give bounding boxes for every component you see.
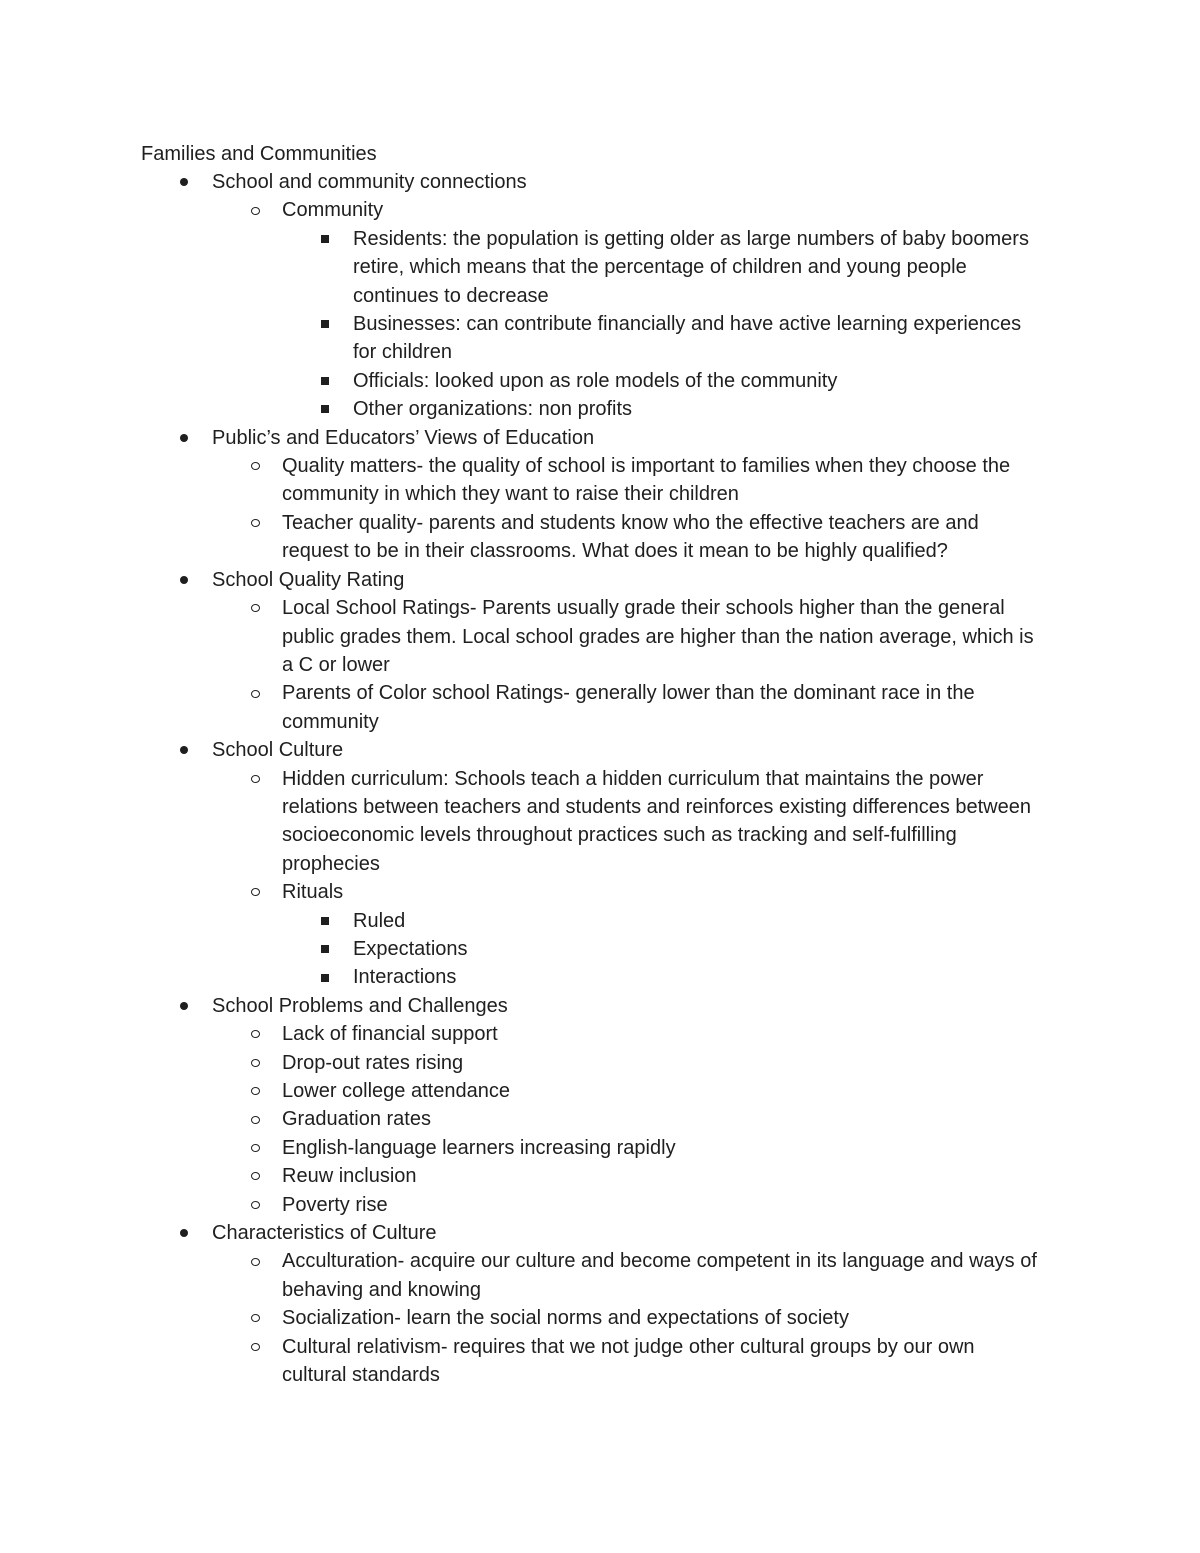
square-bullet-icon [318, 935, 332, 963]
list-item-text: Reuw inclusion [282, 1165, 417, 1188]
list-item-level-3 [0, 367, 1043, 395]
list-item-level-3 [0, 935, 1043, 963]
filled-circle-bullet-icon [177, 424, 191, 452]
hollow-circle-bullet-icon [248, 196, 262, 224]
hollow-circle-bullet-icon [248, 1191, 262, 1219]
square-bullet-icon [318, 963, 332, 991]
list-item-level-1 [0, 736, 1042, 764]
list-item-text: Lower college attendance [282, 1080, 510, 1102]
hollow-circle-bullet-icon [248, 509, 262, 537]
hollow-circle-bullet-icon [248, 1049, 262, 1077]
square-bullet-icon [318, 395, 332, 423]
list-item-text: Public’s and Educators’ Views of Education [212, 426, 595, 449]
filled-circle-bullet-icon [177, 1219, 191, 1247]
hollow-circle-bullet-icon [248, 1304, 262, 1332]
hollow-circle-bullet-icon [248, 452, 262, 480]
hollow-circle-bullet-icon [248, 679, 262, 707]
list-item-level-2 [0, 1020, 1042, 1048]
filled-circle-bullet-icon [177, 566, 191, 594]
list-item-text: Quality matters- the quality of school is important to families when they choose the community in which they want to raise their children [282, 455, 1011, 506]
hollow-circle-bullet-icon [248, 1162, 262, 1190]
filled-circle-bullet-icon [177, 992, 191, 1020]
list-item-text: School Problems and Challenges [212, 994, 508, 1017]
hollow-circle-bullet-icon [248, 1077, 262, 1105]
list-item-level-2 [0, 1191, 1042, 1219]
list-item-level-3 [0, 907, 1043, 935]
list-item-text: English-language learners increasing rapidly [282, 1136, 676, 1159]
list-item-text: Socialization- learn the social norms and expectations of society [282, 1307, 849, 1330]
list-item-text: Rituals [282, 881, 344, 904]
hollow-circle-bullet-icon [248, 1333, 262, 1361]
square-bullet-icon [318, 367, 332, 395]
list-item-level-2 [0, 1162, 1042, 1190]
list-item-level-1 [0, 168, 1042, 196]
list-item-text: Local School Ratings- Parents usually grade their schools higher than the general public grades them. Local school grades are higher than the nation average, which is a C or lower [282, 597, 1034, 676]
list-item-level-3 [0, 225, 1043, 310]
list-item-text: School Quality Rating [212, 568, 405, 591]
list-item-text: School Culture [212, 739, 344, 762]
outline-list [0, 168, 1200, 1389]
square-bullet-icon [318, 310, 332, 338]
list-item-level-1 [0, 992, 1042, 1020]
list-item-level-2 [0, 196, 1042, 224]
list-item-level-1 [0, 1219, 1042, 1247]
list-item-level-2 [0, 594, 1042, 679]
list-item-level-2 [0, 452, 1042, 509]
list-item-level-2 [0, 1134, 1042, 1162]
list-item-text: Businesses: can contribute financially and have active learning experiences for children [353, 313, 1022, 364]
list-item-level-2 [0, 878, 1042, 906]
filled-circle-bullet-icon [177, 168, 191, 196]
hollow-circle-bullet-icon [248, 1247, 262, 1275]
list-item-level-2 [0, 1105, 1042, 1133]
hollow-circle-bullet-icon [248, 1020, 262, 1048]
list-item-level-2 [0, 679, 1042, 736]
list-item-text: Drop-out rates rising [282, 1051, 464, 1074]
list-item-level-3 [0, 395, 1043, 423]
list-item-text: Acculturation- acquire our culture and become competent in its language and ways of behaving and knowing [282, 1250, 1037, 1301]
list-item-level-3 [0, 310, 1043, 367]
list-item-text: Residents: the population is getting older as large numbers of baby boomers retire, which means that the percentage of children and young people continues to decrease [353, 227, 1029, 307]
hollow-circle-bullet-icon [248, 878, 262, 906]
list-item-level-2 [0, 509, 1042, 566]
square-bullet-icon [318, 225, 332, 253]
list-item-level-2 [0, 1333, 1042, 1390]
list-item-text: Ruled [353, 909, 406, 932]
list-item-text: Poverty rise [282, 1193, 388, 1216]
list-item-text: School and community connections [212, 171, 527, 193]
list-item-text: Expectations [353, 937, 468, 960]
list-item-level-2 [0, 1247, 1042, 1304]
list-item-level-3 [0, 963, 1043, 991]
list-item-level-2 [0, 1077, 1042, 1105]
list-item-text: Officials: looked upon as role models of the community [353, 369, 838, 392]
hollow-circle-bullet-icon [248, 594, 262, 622]
list-item-text: Hidden curriculum: Schools teach a hidden curriculum that maintains the power relations between teachers and students and reinforces existing differences between socioeconomic levels throughout practices such as tracking and self-fulfilling prophecies [282, 767, 1031, 875]
list-item-text: Interactions [353, 966, 457, 989]
hollow-circle-bullet-icon [248, 1105, 262, 1133]
hollow-circle-bullet-icon [248, 1134, 262, 1162]
list-item-level-2 [0, 1049, 1042, 1077]
list-item-text: Other organizations: non profits [353, 398, 633, 421]
list-item-text: Characteristics of Culture [212, 1222, 437, 1245]
list-item-text: Graduation rates [282, 1108, 431, 1131]
list-item-text: Teacher quality- parents and students know who the effective teachers are and request to be in their classrooms. What does it mean to be highly qualified? [282, 511, 979, 563]
list-item-level-1 [0, 424, 1042, 452]
list-item-text: Lack of financial support [282, 1023, 498, 1046]
filled-circle-bullet-icon [177, 736, 191, 764]
square-bullet-icon [318, 907, 332, 935]
hollow-circle-bullet-icon [248, 765, 262, 793]
document-title: Families and Communities [141, 143, 377, 165]
list-item-text: Community [282, 199, 384, 222]
list-item-level-2 [0, 1304, 1042, 1332]
list-item-text: Parents of Color school Ratings- generally lower than the dominant race in the community [282, 682, 975, 733]
list-item-text: Cultural relativism- requires that we not judge other cultural groups by our own cultural standards [282, 1335, 975, 1387]
list-item-level-2 [0, 765, 1042, 879]
list-item-level-1 [0, 566, 1042, 594]
